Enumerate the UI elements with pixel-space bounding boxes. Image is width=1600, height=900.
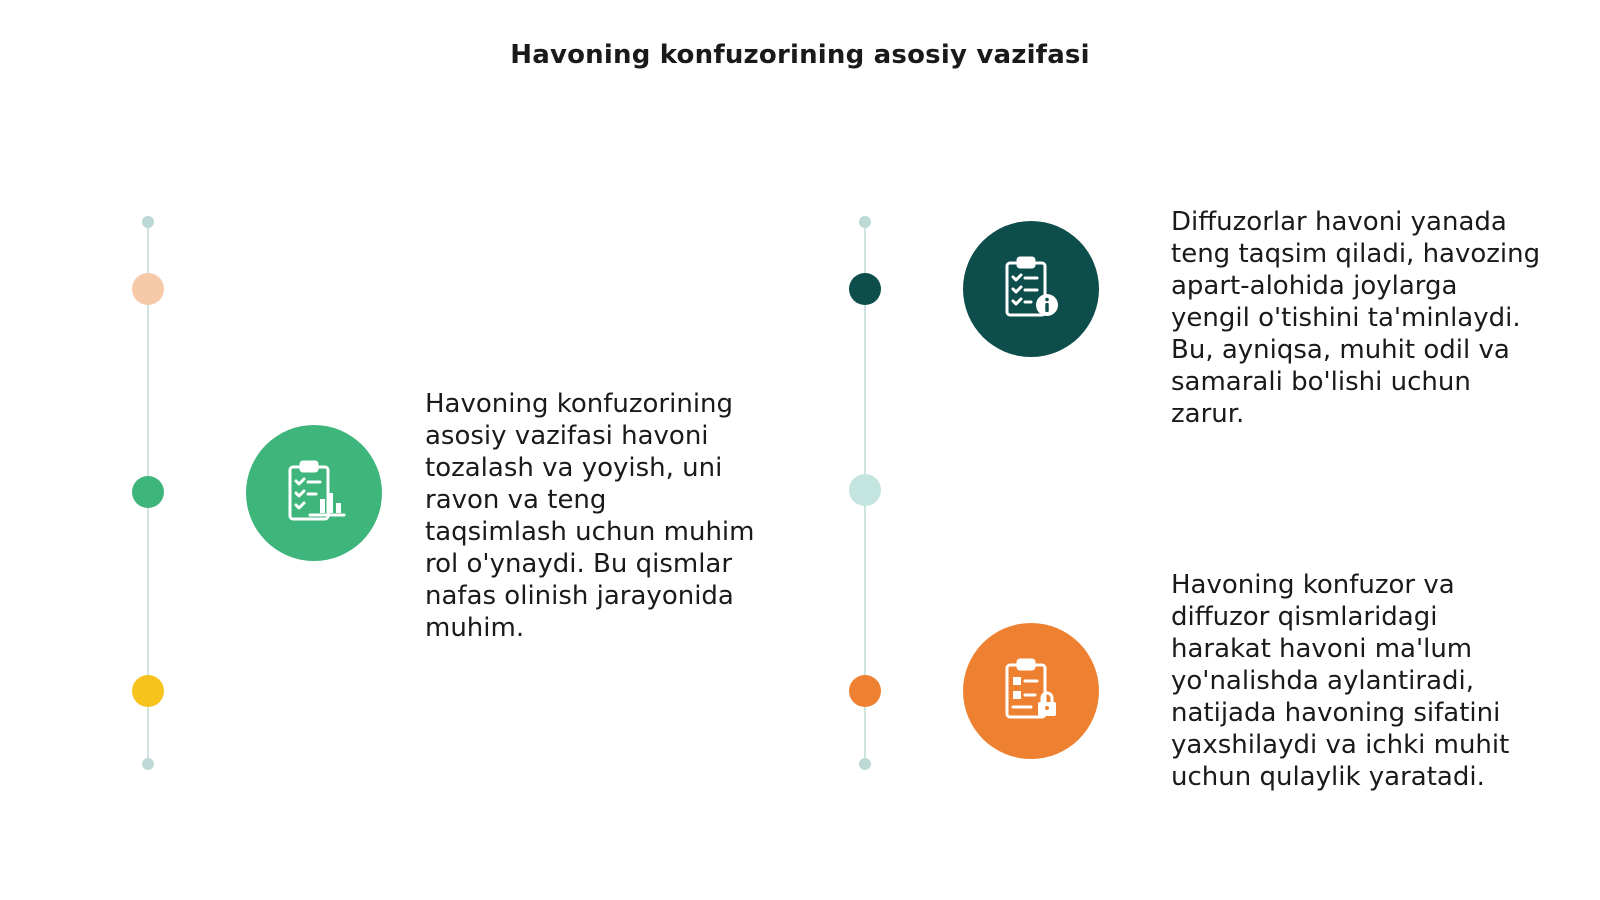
left-timeline-node-green: [132, 476, 164, 508]
page-title: Havoning konfuzorining asosiy vazifasi: [510, 40, 1090, 70]
right-top-description: Diffuzorlar havoni yanada teng taqsim qiladi, havozing apart-alohida joylarga yengil o'tishini ta'minlaydi. Bu, ayniqsa, muhit odil va samarali bo'lishi uchun zarur.: [1171, 207, 1541, 429]
left-timeline-node-yellow: [132, 675, 164, 707]
right-timeline-bottom-cap: [859, 758, 871, 770]
clipboard-info-icon: [963, 221, 1099, 357]
left-timeline-bottom-cap: [142, 758, 154, 770]
left-timeline-node-peach: [132, 273, 164, 305]
right-bottom-description: Havoning konfuzor va diffuzor qismlaridagi harakat havoni ma'lum yo'nalishda aylantiradi, natijada havoning sifatini yaxshilaydi va ichki muhit uchun qulaylik yaratadi.: [1171, 570, 1510, 792]
clipboard-chart-icon: [246, 425, 382, 561]
right-timeline-top-cap: [859, 216, 871, 228]
right-timeline-node-teal: [849, 273, 881, 305]
clipboard-lock-icon: [963, 623, 1099, 759]
right-timeline-node-orange: [849, 675, 881, 707]
right-timeline-node-mint: [849, 474, 881, 506]
left-description: Havoning konfuzorining asosiy vazifasi havoni tozalash va yoyish, uni ravon va teng taqsimlash uchun muhim rol o'ynaydi. Bu qismlar nafas olinish jarayonida muhim.: [425, 389, 755, 643]
left-timeline-top-cap: [142, 216, 154, 228]
